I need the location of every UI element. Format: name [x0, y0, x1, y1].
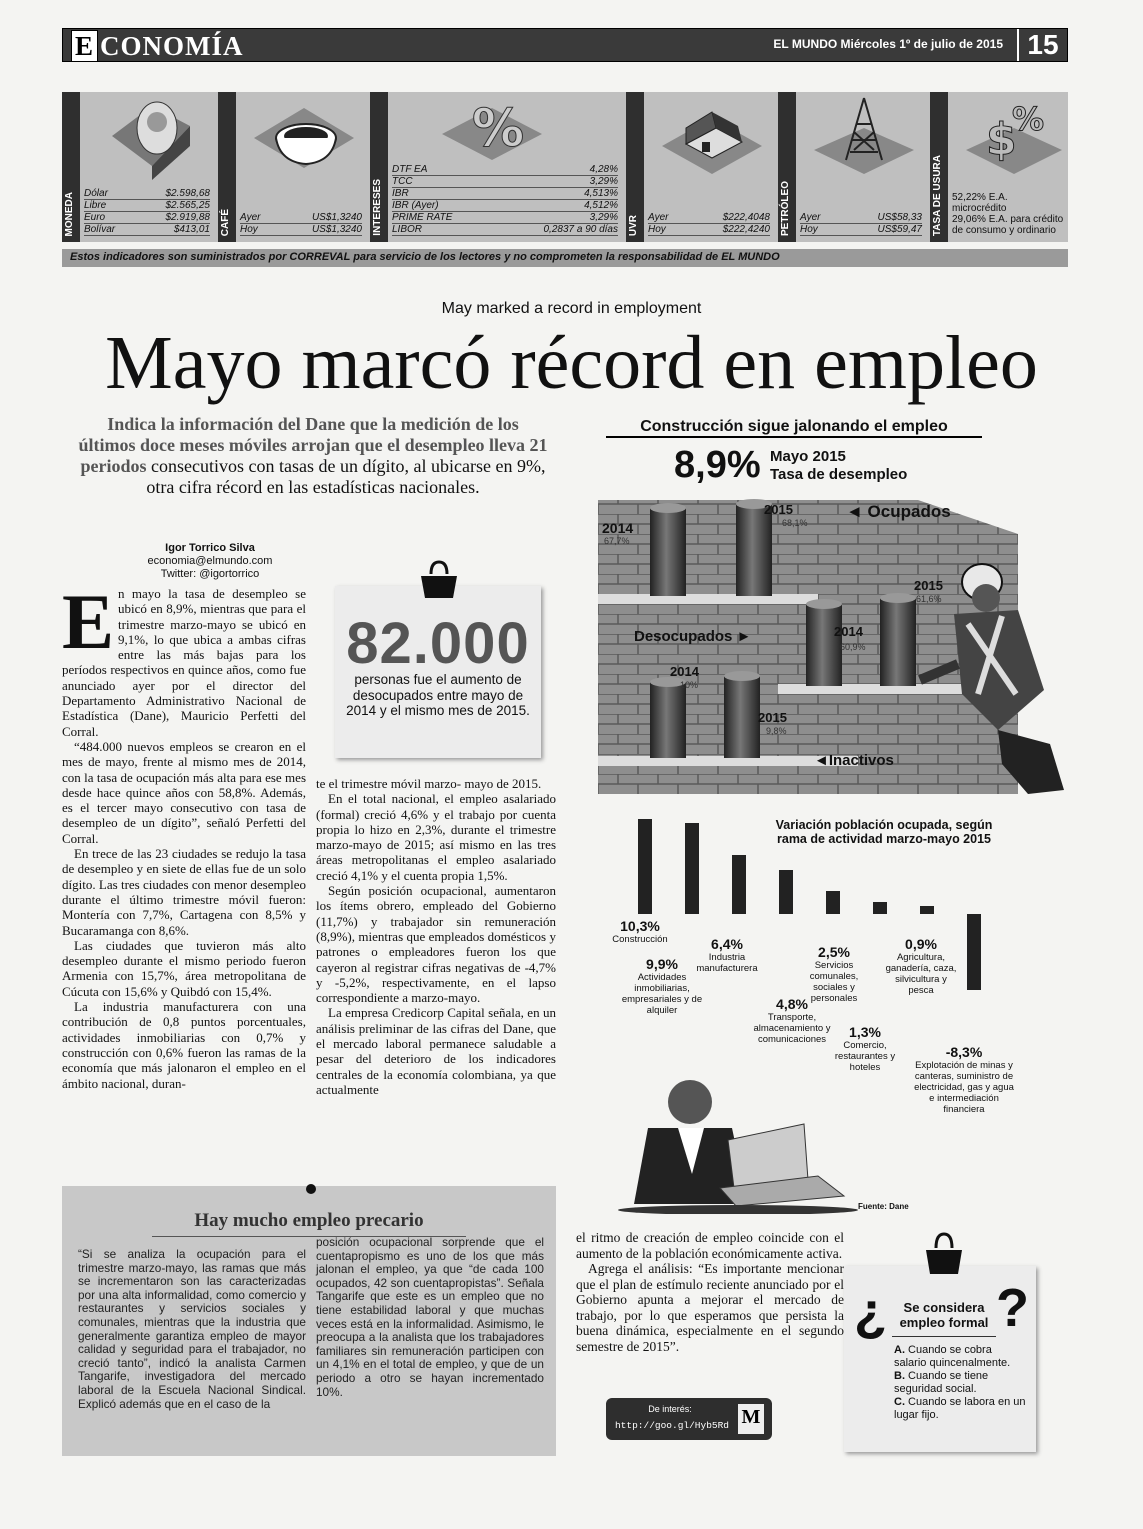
indicator-usura — [930, 92, 1068, 242]
link-url[interactable]: http://goo.gl/Hyb5Rd — [614, 1420, 730, 1431]
inac-2014-label: 2014 — [670, 664, 699, 679]
section-title: E CONOMÍA — [71, 31, 244, 62]
row-value: 3,29% — [589, 212, 618, 223]
row-label: Euro — [84, 212, 106, 223]
indicator-rows — [648, 212, 770, 236]
option-text: Cuando se tiene seguridad social. — [894, 1370, 989, 1395]
option-key: C. — [894, 1396, 905, 1408]
row-label: Dólar — [84, 188, 108, 199]
indicator-tab-label: PETRÓLEO — [780, 180, 791, 236]
svg-text:%: % — [1012, 100, 1045, 138]
pull-quote-text: personas fue el aumento de desocupados entre mayo de 2014 y el mismo mes de 2015. — [346, 672, 530, 718]
indicator-tab-label: MONEDA — [64, 191, 75, 236]
indicator-cafe — [218, 92, 366, 242]
row-label: LIBOR — [392, 224, 423, 235]
row-value: 4,28% — [589, 164, 618, 175]
row-value: 3,29% — [589, 176, 618, 187]
chart-bar — [638, 819, 652, 914]
rate-caption — [770, 448, 907, 484]
chart-bar — [779, 870, 793, 914]
chart-bar-label — [794, 944, 874, 1004]
row-label: Ayer — [240, 212, 261, 223]
indicator-row — [648, 212, 770, 224]
author-email[interactable]: economia@elmundo.com — [147, 555, 273, 567]
rate-caption-line: Mayo 2015 — [770, 448, 846, 465]
inac-2015-label: 2015 — [758, 710, 787, 725]
chart-bar — [685, 823, 699, 914]
question-title: Se considera empleo formal — [899, 1300, 989, 1330]
row-label: TCC — [392, 176, 413, 187]
indicators-strip — [62, 92, 1068, 242]
row-label: Hoy — [800, 224, 818, 235]
chart-bar — [920, 906, 934, 914]
option-c — [894, 1396, 1026, 1422]
article-paragraph: La empresa Credicorp Capital señala, en un análisis preliminar de las cifras del Dane, que el mercado laboral permanece saludable a pesar del deterioro de los indicadores centrales de la economía colombiana, ya que actualmente — [316, 1005, 556, 1097]
rate-caption-line: Tasa de desempleo — [770, 466, 908, 483]
sector-variation-chart — [598, 808, 1068, 1218]
chart-bar — [873, 902, 887, 914]
svg-text:$: $ — [986, 114, 1017, 165]
chart-value-label: -8,3% — [945, 1044, 983, 1060]
headline: Mayo marcó récord en empleo — [105, 321, 1038, 405]
indicator-row — [84, 200, 210, 212]
unemployment-rate: 8,9% — [674, 444, 761, 486]
indicator-rows — [240, 212, 362, 236]
row-label: Hoy — [240, 224, 258, 235]
indicator-rows — [84, 188, 210, 236]
indicator-tab — [370, 92, 388, 242]
article-paragraph: el ritmo de creación de empleo coincide con el aumento de la población económicamente activa. — [576, 1230, 844, 1261]
indicator-tab-label: INTERESES — [372, 179, 383, 236]
article-paragraph: Agrega el análisis: “Es importante mencionar que el plan de estímulo reciente anunciado por el Gobierno apunta a mejorar el mercado de trabajo, por lo que esperamos que persista la buena dinámica, especialmente en el segundo semestre de 2015”. — [576, 1261, 844, 1354]
chart-category-label: Transporte, almacenamiento y comunicaciones — [753, 1012, 831, 1045]
house-icon — [662, 98, 762, 178]
article-paragraph: En el total nacional, el empleo asalariado (formal) creció 4,6% y el trabajo por cuenta propia lo hizo en 2,3%, durante el trimestre marzo-mayo de 2015; así mismo en las tres áreas metropolitanas el empleo asalariado creció 4,1% y el cuenta propia 1,5%. — [316, 791, 556, 883]
indicator-tab-label: UVR — [628, 214, 639, 236]
indicator-row — [392, 176, 618, 188]
article-paragraph: Las ciudades que tuvieron más alto desempleo durante el mismo periodo fueron Armenia con 15,7%, área metropolitana de Cúcuta con 15,6% y Quibdó con 15,4%. — [62, 937, 306, 999]
option-text: Cuando se cobra salario quincenalmente. — [894, 1344, 1011, 1369]
article-paragraph: te el trimestre móvil marzo- mayo de 2015. — [316, 776, 542, 791]
usura-line: 52,22% E.A. microcrédito — [952, 192, 1008, 214]
chart-value-label: 6,4% — [711, 936, 743, 952]
chart-category-label: Industria manufacturera — [696, 952, 758, 974]
indicator-rows — [952, 192, 1064, 236]
indicator-petroleo — [778, 92, 926, 242]
indicator-row — [84, 224, 210, 236]
article-paragraph: La industria manufacturera con una contribución de 0,8 puntos porcentuales, actividades inmobiliarias con 0,7% y construcción con 0,6% fueron las ramas de la economía que más jalonaron el empleo en el ámbito nacional, duran- — [62, 999, 306, 1091]
infographic-title: Construcción sigue jalonando el empleo — [606, 418, 982, 438]
indicator-row — [240, 212, 362, 224]
question-rule — [892, 1336, 996, 1337]
indicator-row — [84, 188, 210, 200]
link-box[interactable] — [606, 1398, 772, 1440]
row-value: $222,4240 — [722, 224, 770, 235]
binder-clip-icon — [417, 560, 461, 600]
row-label: IBR — [392, 188, 409, 199]
indicator-moneda — [62, 92, 214, 242]
usura-line: 29,06% E.A. para crédito — [952, 214, 1064, 225]
sidebar-title: Hay mucho empleo precario — [194, 1210, 424, 1231]
question-open-mark: ¿ — [854, 1282, 887, 1342]
option-text: Cuando se labora en un lugar fijo. — [894, 1396, 1026, 1421]
indicator-tab — [778, 92, 796, 242]
businessman-laptop-illustration — [608, 1064, 868, 1214]
chart-title: Variación población ocupada, según rama de actividad marzo-mayo 2015 — [775, 818, 993, 846]
lead-bold: Indica la información del Dane que la medición de los últimos doce meses móviles arrojan que el desempleo lleva 21 periodos — [78, 414, 548, 476]
indicator-row — [392, 164, 618, 176]
el-mundo-logo: M — [738, 1404, 764, 1434]
question-options — [894, 1344, 1026, 1422]
kicker: May marked a record in employment — [441, 300, 702, 317]
desocupados-label: Desocupados ► — [634, 628, 752, 645]
indicator-intereses — [370, 92, 622, 242]
lead-rest: consecutivos con tasas de un dígito, al ubicarse en 9%, otra cifra récord en las estadísticas nacionales. — [146, 456, 546, 497]
pull-quote — [325, 560, 551, 760]
indicator-row — [392, 212, 618, 224]
chart-category-label: Agricultura, ganadería, caza, silvicultura y pesca — [885, 952, 957, 996]
row-value: US$1,3240 — [311, 224, 362, 235]
indicator-tab — [626, 92, 644, 242]
pin-icon — [306, 1184, 316, 1194]
chart-category-label: Explotación de minas y canteras, suministro de electricidad, gas y agua e intermediación financiera — [914, 1060, 1014, 1115]
indicator-row — [800, 212, 922, 224]
page-number: 15 — [1017, 29, 1067, 61]
row-label: DTF EA — [392, 164, 428, 175]
byline — [120, 542, 300, 581]
row-value: $2.565,25 — [165, 200, 210, 211]
employment-infographic — [598, 418, 1068, 796]
chart-bar-label — [914, 1044, 1014, 1115]
sidebar-col-right: posición ocupacional sorprende que el cuentapropismo es uno de los que más jalonan el empleo, ya que “de cada 100 ocupados, 42 son cuentapropistas”. Señala Tangarife que este es un empleo que no tiene estabilidad laboral y que muchas veces está en la informalidad. Asimismo, le preocupa a la analista que los trabajadores familiares sin remuneración participen con un 4,1% en el total de empleo, y que de un periodo a otro se hayan incrementado 10%. — [316, 1235, 544, 1399]
option-key: B. — [894, 1370, 905, 1382]
indicators-note: Estos indicadores son suministrados por CORREVAL para servicio de los lectores y no comprometen la responsabilidad de EL MUNDO — [62, 249, 1068, 267]
indicator-row — [800, 224, 922, 236]
chart-bar — [732, 855, 746, 914]
inac-2015-value: 9,8% — [766, 726, 787, 736]
article-paragraph: Según posición ocupacional, aumentaron los ítems obrero, empleado del Gobierno (11,7%) y trabajador sin remuneración (8,9%), mientras que empleados domésticos y patrones o empleadores fueron los que cayeron al registrar cifras negativas de -4,7% y -5,2%, respectivamente, en el lapso correspondiente a marzo-mayo. — [316, 883, 556, 1006]
deso-2015-label: 2015 — [914, 578, 943, 593]
brick-wall-illustration — [598, 494, 1068, 796]
inactivos-label: ◄Inactivos — [814, 752, 894, 769]
question-close-mark: ? — [996, 1278, 1029, 1338]
ocup-2014-label: 2014 — [602, 520, 634, 536]
oil-derrick-icon — [814, 94, 914, 178]
chart-value-label: 10,3% — [620, 918, 660, 934]
indicator-uvr — [626, 92, 774, 242]
row-value: US$59,47 — [877, 224, 922, 235]
ocup-2015-value: 68,1% — [782, 518, 808, 528]
chart-category-label: Actividades inmobiliarias, empresariales y de alquiler — [621, 972, 703, 1016]
indicator-tab — [62, 92, 80, 242]
row-label: IBR (Ayer) — [392, 200, 439, 211]
chart-bar-label — [604, 918, 676, 945]
indicator-tab-label: TASA DE USURA — [932, 154, 943, 236]
indicator-row — [392, 224, 618, 236]
indicator-tab — [218, 92, 236, 242]
sidebar-col-left: “Si se analiza la ocupación para el trimestre marzo-mayo, las ramas que más se incrementaron son las caracterizadas por una alta informalidad, como comercio y restaurantes y servicios sociales y comunales, mientras que la industria que generalmente garantiza empleo de mayor calidad y seguridad para el trabajador, no creció tanto”, indicó la analista Carmen Tangarife, investigadora del mercado laboral de la Escuela Nacional Sindical. Explicó además que en el caso de la — [78, 1247, 306, 1411]
option-b — [894, 1370, 1026, 1396]
usura-line: de consumo y ordinario — [952, 225, 1056, 236]
author-name: Igor Torrico Silva — [165, 542, 255, 554]
sidebar-box — [62, 1186, 556, 1456]
author-twitter[interactable]: Twitter: @igortorrico — [160, 568, 260, 580]
chart-value-label: 0,9% — [905, 936, 937, 952]
edition-date: EL MUNDO Miércoles 1º de julio de 2015 — [773, 37, 1003, 51]
row-value: $413,01 — [173, 224, 210, 235]
section-title-rest: CONOMÍA — [100, 31, 244, 61]
drop-cap: E — [62, 586, 115, 665]
article-paragraph: En trece de las 23 ciudades se redujo la tasa de desempleo y en siete de ellas fue de un solo dígito. Las tres ciudades con menor desempleo durante el último trimestre móvil fueron: Montería con 7,7%, Cartagena con 8,5% y Bucaramanga con 8,6%. — [62, 846, 306, 938]
row-label: Hoy — [648, 224, 666, 235]
chart-value-label: 9,9% — [646, 956, 678, 972]
indicator-row — [648, 224, 770, 236]
row-value: 4,512% — [584, 200, 618, 211]
link-label: De interés: — [648, 1404, 692, 1414]
article-column-1 — [62, 586, 306, 1160]
chart-source: Fuente: Dane — [858, 1202, 909, 1211]
row-value: US$1,3240 — [311, 212, 362, 223]
binder-clip-icon — [922, 1232, 966, 1276]
chart-bar — [826, 891, 840, 914]
question-note — [842, 1232, 1042, 1452]
deso-2014-value: 60,9% — [840, 642, 866, 652]
svg-text:%: % — [472, 99, 525, 159]
row-value: 0,2837 a 90 días — [543, 224, 618, 235]
row-value: US$58,33 — [877, 212, 922, 223]
chart-bar-label — [692, 936, 762, 974]
ocup-2015-label: 2015 — [764, 502, 793, 517]
chart-category-label: Servicios comunales, sociales y personales — [809, 960, 859, 1004]
chart-bar-label — [884, 936, 958, 996]
coins-portrait-icon — [102, 96, 192, 180]
section-header — [62, 28, 1068, 62]
article-paragraph: “484.000 nuevos empleos se crearon en el mes de mayo, frente al mismo mes de 2014, con la tasa de ocupación más alta para ese mes desde hace quince años con 58,8%. Además, es el tercer mayo consecutivo con tasa de desempleo de un dígito”, señaló Perfetti del Corral. — [62, 738, 306, 846]
deso-2014-label: 2014 — [834, 624, 863, 639]
row-value: $2.919,88 — [165, 212, 210, 223]
indicator-tab — [930, 92, 948, 242]
percent-sign-icon — [442, 94, 542, 166]
indicator-rows — [392, 164, 618, 236]
chart-category-label: Construcción — [612, 934, 668, 945]
indicator-row — [392, 200, 618, 212]
article-paragraph: n mayo la tasa de desempleo se ubicó en 8,9%, mientras que para el trimestre marzo-mayo se ubicó en 9,1%, lo que ubica a ambas cifras entre las más bajas para los períodos respectivos en quince años, como fue anunciado ayer por el director del Departamento Administrativo Nacional de Estadística (Dane), Mauricio Perfetti del Corral. — [62, 586, 306, 739]
indicator-rows — [800, 212, 922, 236]
indicator-tab-label: CAFÉ — [220, 208, 231, 236]
chart-value-label: 1,3% — [849, 1024, 881, 1040]
row-value: $222,4048 — [722, 212, 770, 223]
row-label: Ayer — [648, 212, 669, 223]
article-column-2 — [316, 776, 556, 1166]
lead-paragraph — [78, 414, 548, 498]
indicator-row — [84, 212, 210, 224]
chart-bar — [967, 914, 981, 990]
dollar-percent-icon — [966, 94, 1062, 178]
row-value: $2.598,68 — [165, 188, 210, 199]
row-label: Libre — [84, 200, 107, 211]
option-a — [894, 1344, 1026, 1370]
inac-2014-value: 10% — [680, 680, 699, 690]
row-value: 4,513% — [584, 188, 618, 199]
row-label: Ayer — [800, 212, 821, 223]
option-key: A. — [894, 1344, 905, 1356]
article-column-3 — [576, 1230, 844, 1390]
indicator-row — [240, 224, 362, 236]
row-label: PRIME RATE — [392, 212, 453, 223]
chart-value-label: 4,8% — [776, 996, 808, 1012]
ocup-2014-value: 67,7% — [604, 536, 630, 546]
ocupados-label: ◄ Ocupados — [846, 502, 951, 521]
coffee-cup-icon — [254, 98, 354, 178]
indicator-row — [392, 188, 618, 200]
row-label: Bolívar — [84, 224, 116, 235]
chart-value-label: 2,5% — [818, 944, 850, 960]
pull-quote-number: 82.000 — [346, 611, 530, 676]
deso-2015-value: 61,6% — [916, 594, 942, 604]
chart-category-label: Comercio, restaurantes y hoteles — [834, 1040, 896, 1073]
